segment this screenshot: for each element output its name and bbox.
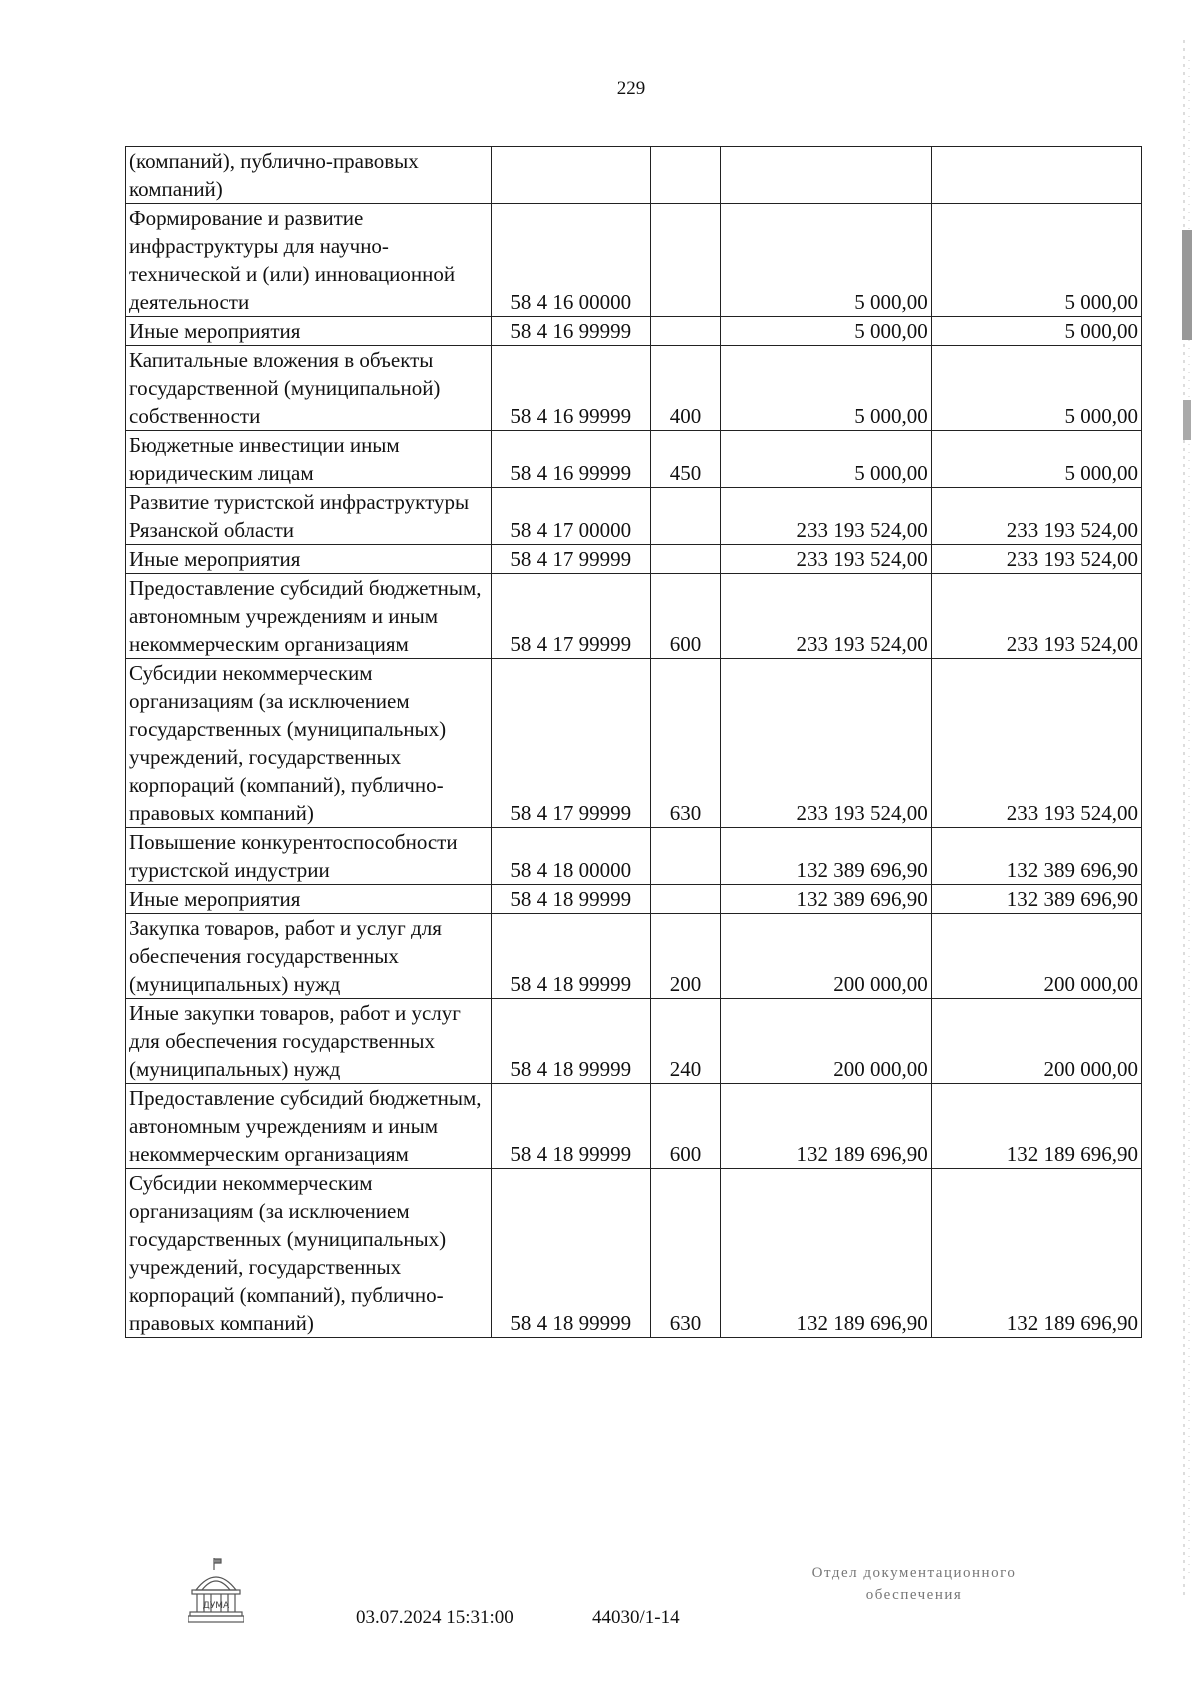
scan-edge-artifact (1180, 40, 1194, 1600)
row-amount-1: 132 389 696,90 (721, 828, 931, 885)
department-line-1: Отдел документационного (811, 1565, 1017, 1581)
row-kvr: 200 (650, 914, 721, 999)
row-kvr: 600 (650, 574, 721, 659)
row-name: Субсидии некоммерческим организациям (за исключением государственных (муниципальных) учреждений, государственных корпораций (компаний), публично-правовых компаний) (126, 1169, 492, 1338)
row-name: (компаний), публично-правовых компаний) (126, 147, 492, 204)
row-amount-2: 200 000,00 (931, 999, 1141, 1084)
table-row (126, 545, 1142, 574)
row-kvr (650, 885, 721, 914)
row-name: Субсидии некоммерческим организациям (за исключением государственных (муниципальных) учреждений, государственных корпораций (компаний), публично-правовых компаний) (126, 659, 492, 828)
table-row (126, 1084, 1142, 1169)
table-row (126, 828, 1142, 885)
row-amount-2: 5 000,00 (931, 317, 1141, 346)
row-amount-1: 233 193 524,00 (721, 574, 931, 659)
row-amount-2: 132 389 696,90 (931, 885, 1141, 914)
row-name: Закупка товаров, работ и услуг для обеспечения государственных (муниципальных) нужд (126, 914, 492, 999)
row-name: Капитальные вложения в объекты государственной (муниципальной) собственности (126, 346, 492, 431)
row-kvr: 240 (650, 999, 721, 1084)
row-amount-2: 233 193 524,00 (931, 545, 1141, 574)
row-kvr (650, 147, 721, 204)
row-code: 58 4 18 99999 (491, 999, 650, 1084)
row-name: Повышение конкурентоспособности туристской индустрии (126, 828, 492, 885)
row-code: 58 4 16 00000 (491, 204, 650, 317)
table-row (126, 999, 1142, 1084)
row-kvr: 600 (650, 1084, 721, 1169)
row-name: Иные мероприятия (126, 317, 492, 346)
row-kvr (650, 828, 721, 885)
row-amount-2: 5 000,00 (931, 204, 1141, 317)
row-kvr (650, 545, 721, 574)
table-row (126, 574, 1142, 659)
row-amount-2: 233 193 524,00 (931, 659, 1141, 828)
row-code: 58 4 18 99999 (491, 1169, 650, 1338)
table-row (126, 346, 1142, 431)
budget-table-body (126, 147, 1142, 1338)
row-amount-2 (931, 147, 1141, 204)
row-amount-2: 233 193 524,00 (931, 574, 1141, 659)
row-amount-1 (721, 147, 931, 204)
row-amount-1: 5 000,00 (721, 204, 931, 317)
table-row (126, 1169, 1142, 1338)
table-row (126, 914, 1142, 999)
row-kvr: 450 (650, 431, 721, 488)
table-row (126, 317, 1142, 346)
row-amount-1: 233 193 524,00 (721, 659, 931, 828)
department-stamp (780, 1562, 1048, 1606)
table-row (126, 147, 1142, 204)
logo-caption: ДУМА (202, 1601, 230, 1611)
footer-doc-number: 44030/1-14 (592, 1607, 680, 1628)
row-amount-1: 5 000,00 (721, 317, 931, 346)
department-line-2: обеспечения (865, 1587, 963, 1603)
row-name: Развитие туристской инфраструктуры Рязанской области (126, 488, 492, 545)
row-name: Иные мероприятия (126, 545, 492, 574)
table-row (126, 431, 1142, 488)
row-amount-1: 132 189 696,90 (721, 1084, 931, 1169)
row-amount-2: 132 189 696,90 (931, 1169, 1141, 1338)
row-name: Иные мероприятия (126, 885, 492, 914)
row-amount-2: 132 189 696,90 (931, 1084, 1141, 1169)
row-amount-2: 5 000,00 (931, 346, 1141, 431)
row-name: Предоставление субсидий бюджетным, автономным учреждениям и иным некоммерческим организациям (126, 1084, 492, 1169)
row-amount-1: 132 389 696,90 (721, 885, 931, 914)
table-row (126, 488, 1142, 545)
row-code (491, 147, 650, 204)
row-name: Формирование и развитие инфраструктуры для научно-технической и (или) инновационной деятельности (126, 204, 492, 317)
row-kvr (650, 204, 721, 317)
row-amount-1: 233 193 524,00 (721, 488, 931, 545)
row-amount-2: 132 389 696,90 (931, 828, 1141, 885)
row-amount-1: 5 000,00 (721, 346, 931, 431)
row-kvr: 400 (650, 346, 721, 431)
table-row (126, 885, 1142, 914)
row-amount-2: 233 193 524,00 (931, 488, 1141, 545)
row-code: 58 4 16 99999 (491, 346, 650, 431)
row-code: 58 4 17 00000 (491, 488, 650, 545)
row-name: Иные закупки товаров, работ и услуг для обеспечения государственных (муниципальных) нужд (126, 999, 492, 1084)
row-amount-2: 200 000,00 (931, 914, 1141, 999)
row-amount-1: 132 189 696,90 (721, 1169, 931, 1338)
row-amount-2: 5 000,00 (931, 431, 1141, 488)
row-code: 58 4 16 99999 (491, 431, 650, 488)
table-row (126, 204, 1142, 317)
row-code: 58 4 18 99999 (491, 885, 650, 914)
row-amount-1: 233 193 524,00 (721, 545, 931, 574)
row-code: 58 4 18 99999 (491, 914, 650, 999)
footer-datetime: 03.07.2024 15:31:00 (356, 1607, 514, 1628)
row-kvr (650, 317, 721, 346)
row-name: Предоставление субсидий бюджетным, автономным учреждениям и иным некоммерческим организациям (126, 574, 492, 659)
row-kvr: 630 (650, 659, 721, 828)
row-code: 58 4 17 99999 (491, 545, 650, 574)
row-code: 58 4 17 99999 (491, 574, 650, 659)
row-code: 58 4 17 99999 (491, 659, 650, 828)
duma-building-icon (188, 1556, 244, 1626)
row-amount-1: 5 000,00 (721, 431, 931, 488)
row-kvr: 630 (650, 1169, 721, 1338)
row-code: 58 4 18 00000 (491, 828, 650, 885)
page-number: 229 (616, 78, 646, 99)
row-kvr (650, 488, 721, 545)
row-amount-1: 200 000,00 (721, 999, 931, 1084)
row-code: 58 4 16 99999 (491, 317, 650, 346)
row-code: 58 4 18 99999 (491, 1084, 650, 1169)
row-name: Бюджетные инвестиции иным юридическим лицам (126, 431, 492, 488)
table-row (126, 659, 1142, 828)
budget-table (125, 146, 1142, 1338)
row-amount-1: 200 000,00 (721, 914, 931, 999)
